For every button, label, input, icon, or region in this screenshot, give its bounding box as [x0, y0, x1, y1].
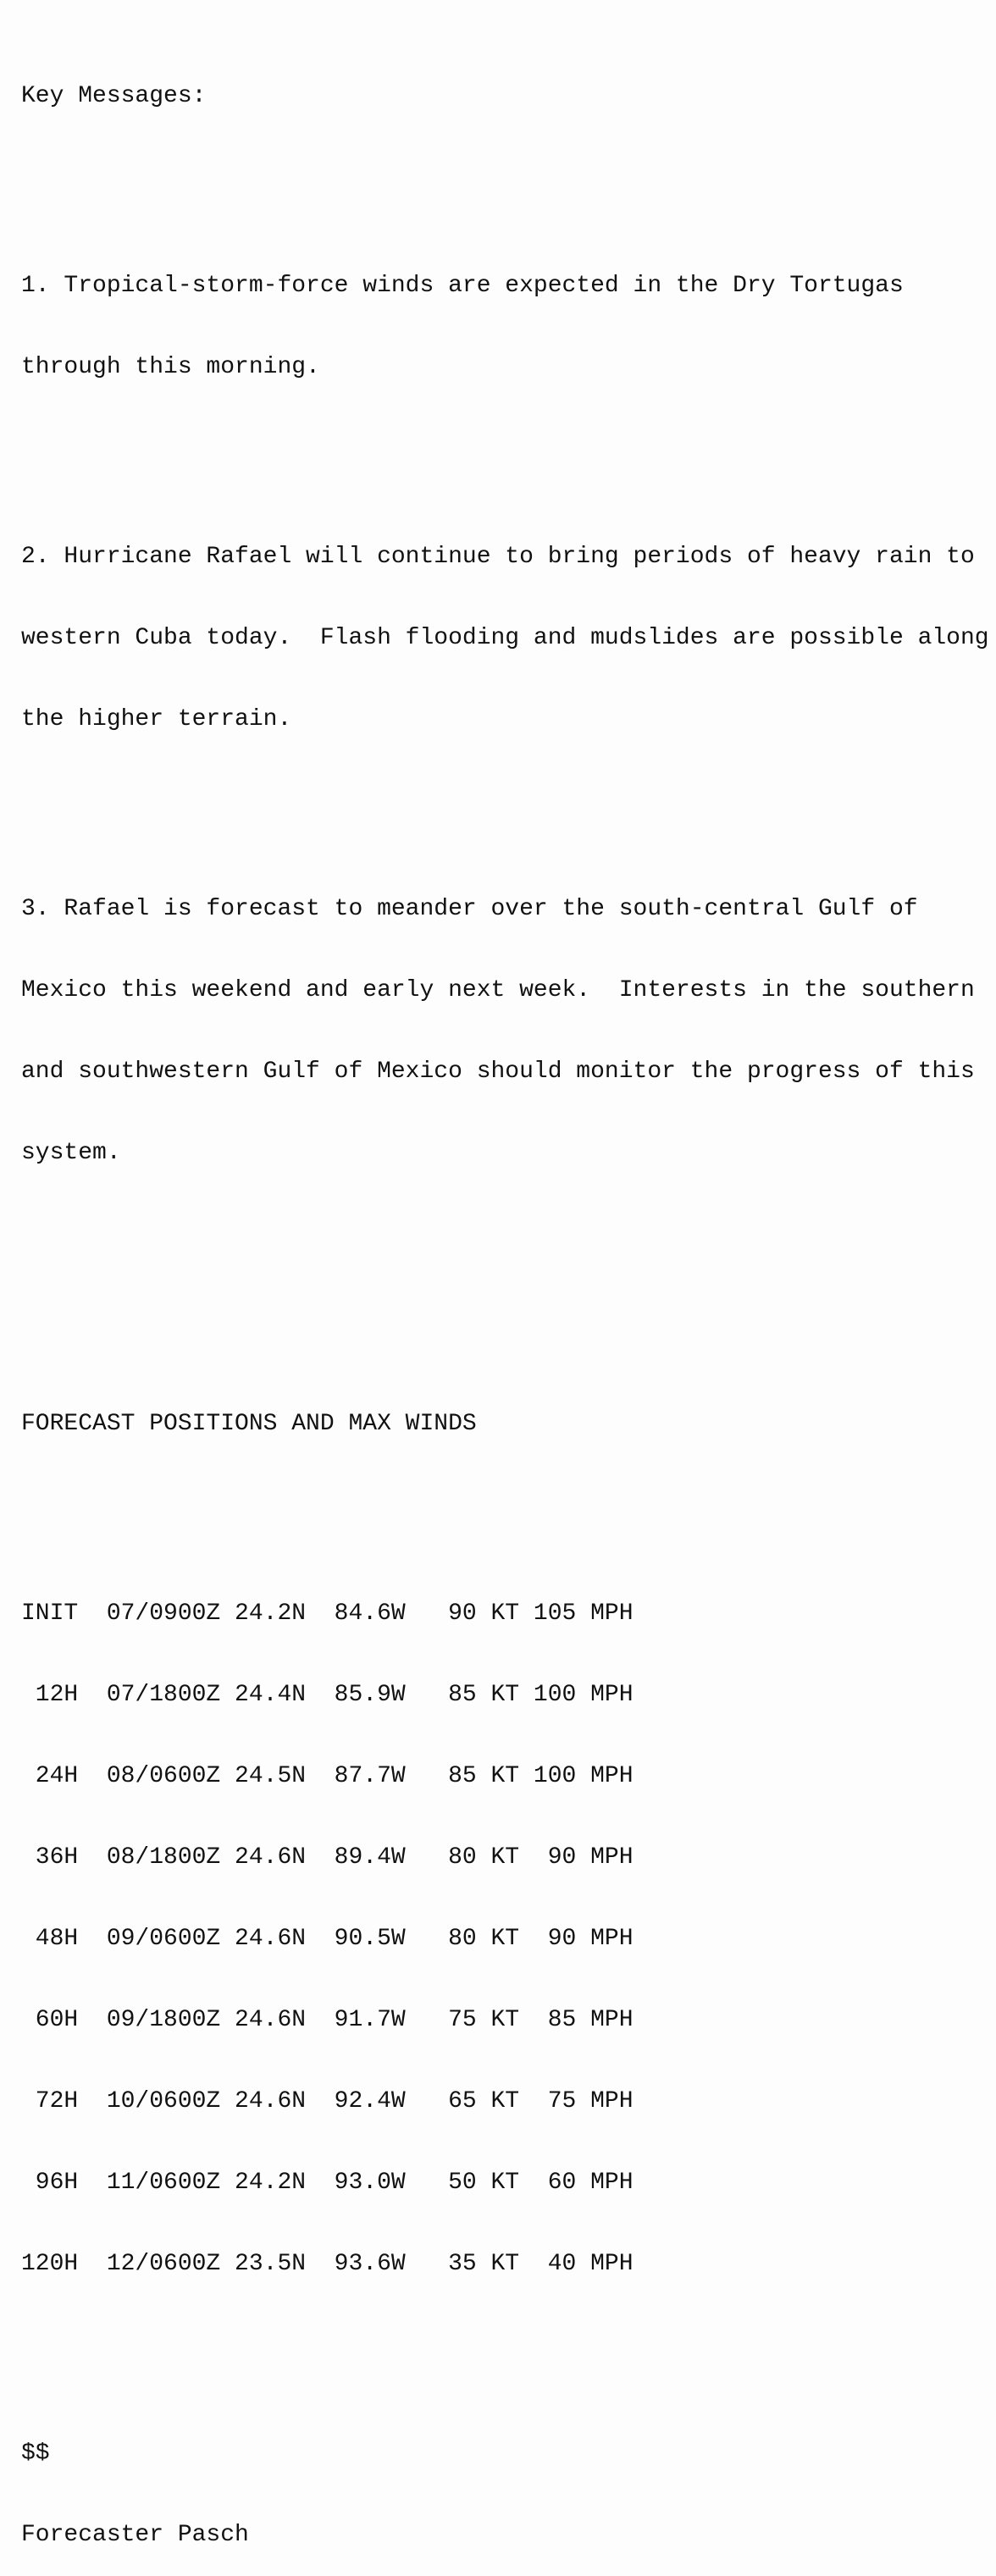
spacer: [21, 788, 989, 815]
forecast-row: 12H 07/1800Z 24.4N 85.9W 85 KT 100 MPH: [21, 1682, 634, 1708]
forecast-row: 24H 08/0600Z 24.5N 87.7W 85 KT 100 MPH: [21, 1763, 634, 1789]
spacer: [21, 435, 989, 462]
spacer: [21, 2332, 989, 2359]
forecast-row: INIT 07/0900Z 24.2N 84.6W 90 KT 105 MPH: [21, 1600, 634, 1627]
key-message-1-line-2: through this morning.: [21, 354, 320, 380]
forecast-row: 48H 09/0600Z 24.6N 90.5W 80 KT 90 MPH: [21, 1926, 634, 1952]
spacer: [21, 1221, 989, 1248]
key-message-3-line-4: system.: [21, 1140, 121, 1166]
forecast-row: 60H 09/1800Z 24.6N 91.7W 75 KT 85 MPH: [21, 2007, 634, 2033]
key-message-3-line-2: Mexico this weekend and early next week. Interests in the southern: [21, 977, 975, 1003]
key-messages-heading: Key Messages:: [21, 83, 207, 109]
spacer: [21, 1492, 989, 1519]
key-message-3-line-3: and southwestern Gulf of Mexico should monitor the progress of this: [21, 1059, 975, 1085]
forecast-row: 96H 11/0600Z 24.2N 93.0W 50 KT 60 MPH: [21, 2170, 634, 2196]
end-marker: $$: [21, 2441, 50, 2467]
forecast-row: 120H 12/0600Z 23.5N 93.6W 35 KT 40 MPH: [21, 2251, 634, 2277]
spacer: [21, 1302, 989, 1329]
key-message-2-line-3: the higher terrain.: [21, 706, 292, 732]
key-message-2-line-2: western Cuba today. Flash flooding and mudslides are possible along: [21, 625, 989, 651]
forecast-row: 72H 10/0600Z 24.6N 92.4W 65 KT 75 MPH: [21, 2088, 634, 2114]
spacer: [21, 164, 989, 191]
forecast-row: 36H 08/1800Z 24.6N 89.4W 80 KT 90 MPH: [21, 1844, 634, 1871]
key-message-1-line-1: 1. Tropical-storm-force winds are expected in the Dry Tortugas: [21, 273, 904, 299]
forecaster-signature: Forecaster Pasch: [21, 2522, 249, 2548]
forecast-heading: FORECAST POSITIONS AND MAX WINDS: [21, 1411, 477, 1437]
key-message-3-line-1: 3. Rafael is forecast to meander over the south-central Gulf of: [21, 896, 918, 922]
advisory-document: [21, 29, 989, 2576]
key-message-2-line-1: 2. Hurricane Rafael will continue to bring periods of heavy rain to: [21, 544, 975, 570]
